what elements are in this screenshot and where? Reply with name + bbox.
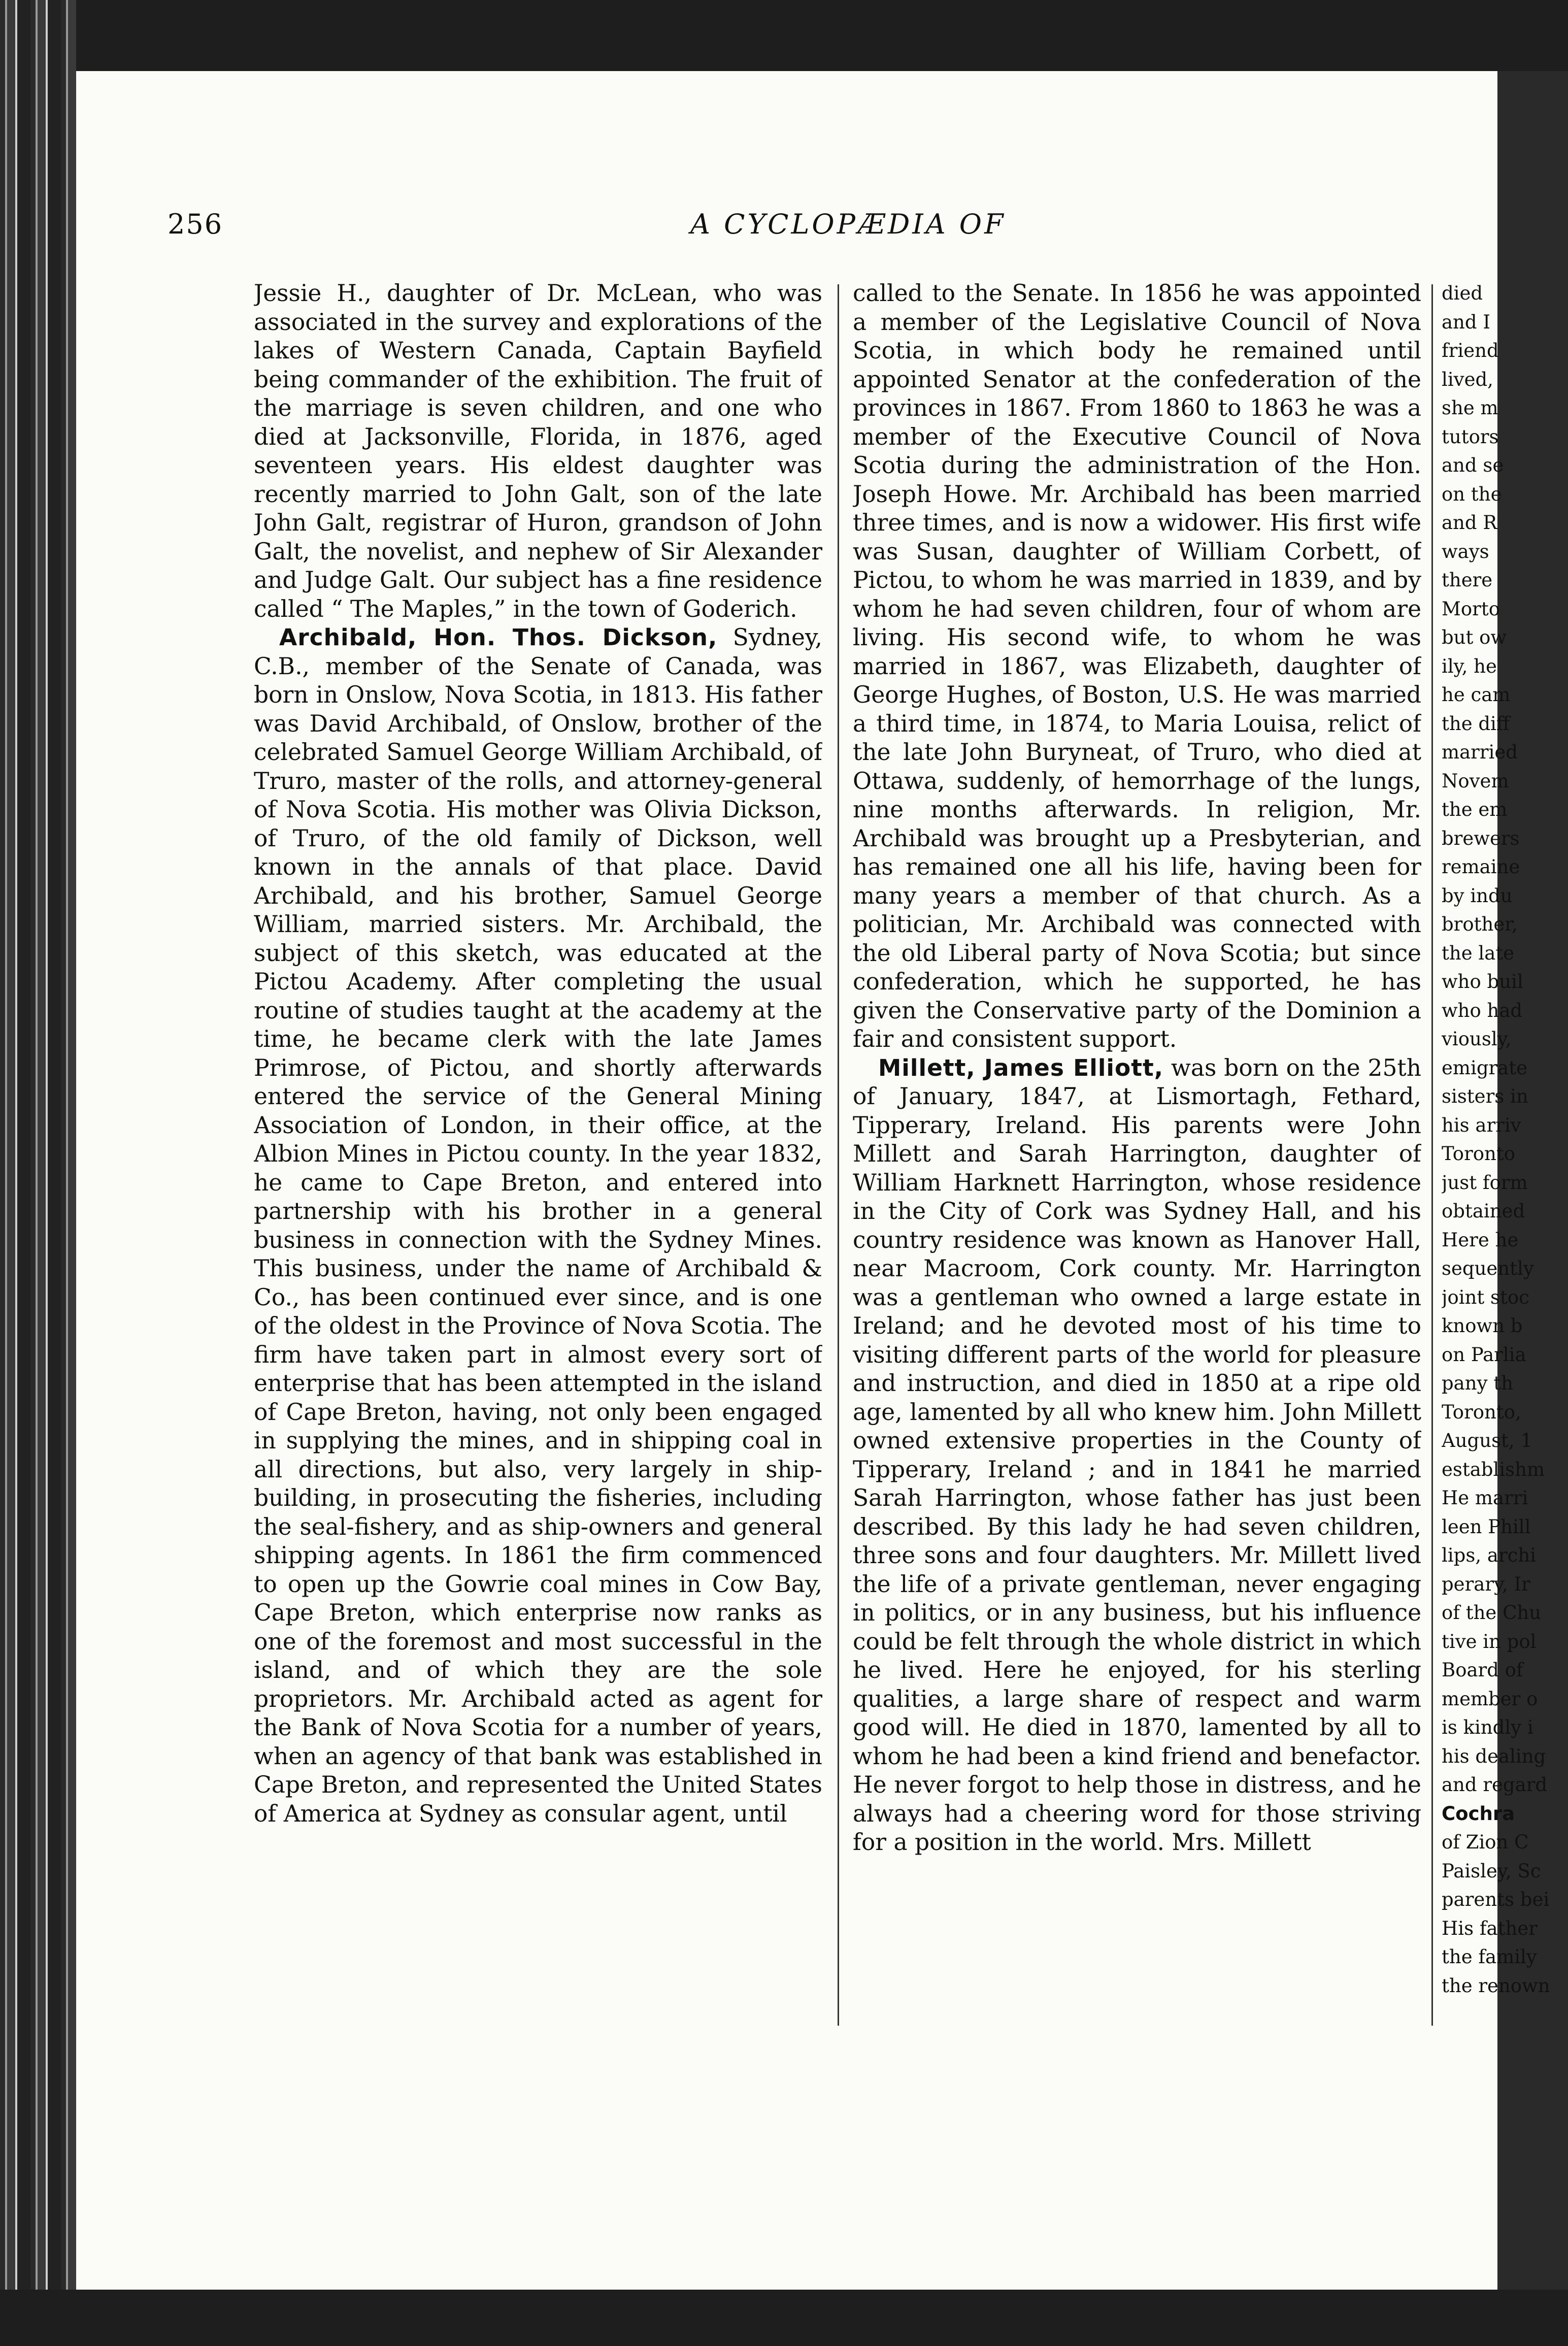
page-header (168, 208, 1030, 249)
fragment-line: the em (1442, 799, 1508, 820)
fragment-line: Cochra (1442, 1802, 1515, 1825)
fragment-line: obtained (1442, 1200, 1525, 1222)
fragment-line: who had (1442, 999, 1523, 1021)
fragment-line: died (1442, 282, 1483, 304)
fragment-line: he cam (1442, 684, 1511, 706)
fragment-column-rule (1431, 284, 1433, 2026)
scan-border-top (0, 0, 1568, 71)
entry-archibald (254, 623, 822, 1828)
fragment-line: of the Chu (1442, 1602, 1542, 1624)
fragment-line: Board of (1442, 1659, 1523, 1681)
fragment-line: of Zion C (1442, 1831, 1529, 1853)
fragment-line: joint stoc (1442, 1286, 1529, 1308)
fragment-line: Toronto, (1442, 1401, 1521, 1423)
fragment-line: pany th (1442, 1372, 1513, 1394)
fragment-line: Toronto (1442, 1143, 1516, 1165)
fragment-line: by indu (1442, 884, 1513, 907)
fragment-line: who buil (1442, 971, 1523, 993)
fragment-line: Paisley, Sc (1442, 1860, 1541, 1882)
fragment-line: Novem (1442, 770, 1509, 792)
fragment-line: and regard (1442, 1774, 1548, 1796)
fragment-line: married (1442, 741, 1518, 763)
right-column (853, 279, 1421, 2031)
fragment-line: Here he (1442, 1229, 1519, 1251)
fragment-line: and I (1442, 311, 1490, 333)
entry-millett (853, 1054, 1421, 1857)
fragment-line: the late (1442, 942, 1515, 964)
fragment-line: just form (1442, 1171, 1528, 1194)
fragment-line: His father (1442, 1917, 1538, 1939)
fragment-line: He marri (1442, 1487, 1528, 1509)
fragment-line: parents bei (1442, 1889, 1550, 1910)
fragment-line: member o (1442, 1688, 1538, 1710)
fragment-line: remaine (1442, 856, 1520, 878)
fragment-line: the diff (1442, 712, 1510, 735)
fragment-line: Morto (1442, 598, 1500, 620)
running-head: A CYCLOPÆDIA OF (690, 208, 1006, 240)
entry-text-archibald: Sydney, C.B., member of the Senate of Canada, was born in Onslow, Nova Scotia, in 1813. His father was David Archibald, of Onslow, brother of the celebrated Samuel George William Archibald, of Truro, master of the rolls, and attorney-general of Nova Scotia. His mother was Olivia Dickson, of Truro, of the old family of Dickson, well known in the annals of that place. David Archibald, and his brother, Samuel George William, married sisters. Mr. Archibald, the subject of this sketch, was educated at the Pictou Academy. After completing the usual routine of studies taught at the academy at the time, he became clerk with the late James Primrose, of Pictou, and shortly afterwards entered the service of the General Mining Association of London, in their office, at the Albion Mines in Pictou county. In the year 1832, he came to Cape Breton, and entered into partnership with his brother in a general business in connection with the Sydney Mines. This business, under the name of Archibald & Co., has been continued ever since, and is one of the oldest in the Province of Nova Scotia. The firm have taken part in almost every sort of enterprise that has been attempted in the island of Cape Breton, having, not only been engaged in supplying the mines, and in shipping coal in all directions, but also, very largely in ship-building, in prosecuting the fisheries, including the seal-fishery, and as ship-owners and general shipping agents. In 1861 the firm commenced to open up the Gowrie coal mines in Cow Bay, Cape Breton, which enterprise now ranks as one of the foremost and most successful in the island, and of which they are the sole proprietors. Mr. Archibald acted as agent for the Bank of Nova Scotia for a number of years, when an agency of that bank was established in Cape Breton, and represented the United States of America at Sydney as consular agent, until (254, 624, 822, 1827)
entry-text-millett: was born on the 25th of January, 1847, at Lismortagh, Fethard, Tipperary, Ireland. His parents were John Millett and Sarah Harrington, daughter of William Harknett Harrington, whose residence in the City of Cork was Sydney Hall, and his country residence was known as Hanover Hall, near Macroom, Cork county. Mr. Harrington was a gentleman who owned a large estate in Ireland; and he devoted most of his time to visiting different parts of the world for pleasure and instruction, and died in 1850 at a ripe old age, lamented by all who knew him. John Millett owned extensive properties in the County of Tipperary, Ireland ; and in 1841 he married Sarah Harrington, whose father has just been described. By this lady he had seven children, three sons and four daughters. Mr. Millett lived the life of a private gentleman, never engaging in politics, or in any business, but his influence could be felt through the whole district in which he lived. Here he enjoyed, for his sterling qualities, a large share of respect and warm good will. He died in 1870, lamented by all to whom he had been a kind friend and benefactor. He never forgot to help those in distress, and he always had a cheering word for those striving for a position in the world. Mrs. Millett (853, 1054, 1421, 1856)
fragment-line: but ow (1442, 626, 1507, 648)
fragment-line: his arriv (1442, 1114, 1521, 1136)
next-page-fragment (1442, 279, 1568, 2031)
fragment-line: the family (1442, 1946, 1537, 1968)
fragment-line: tive in pol (1442, 1630, 1537, 1653)
fragment-line: emigrate (1442, 1056, 1528, 1079)
fragment-line: perary, Ir (1442, 1573, 1530, 1595)
fragment-line: ily, he (1442, 655, 1497, 677)
left-column (254, 279, 822, 2031)
entry-name-millett: Millett, James Elliott, (878, 1054, 1164, 1081)
fragment-line: brewers (1442, 827, 1520, 849)
right-paragraph-1: called to the Senate. In 1856 he was appointed a member of the Legislative Council of Nova Scotia, in which body he remained until appointed Senator at the confederation of the provinces in 1867. From 1860 to 1863 he was a member of the Executive Council of Nova Scotia during the administration of the Hon. Joseph Howe. Mr. Archibald has been married three times, and is now a widower. His first wife was Susan, daughter of William Corbett, of Pictou, to whom he was married in 1839, and by whom he had seven children, four of whom are living. His second wife, to whom he was married in 1867, was Elizabeth, daughter of George Hughes, of Boston, U.S. He was married a third time, in 1874, to Maria Louisa, relict of the late John Buryneat, of Truro, who died at Ottawa, suddenly, of hemorrhage of the lungs, nine months afterwards. In religion, Mr. Archibald was brought up a Presbyterian, and has remained one all his life, having been for many years a member of that church. As a politician, Mr. Archibald was connected with the old Liberal party of Nova Scotia; but since confederation, which he supported, he has given the Conservative party of the Dominion a fair and consistent support. (853, 280, 1421, 1052)
fragment-line: ways (1442, 540, 1489, 563)
fragment-line: brother, (1442, 913, 1518, 935)
fragment-line: sisters in (1442, 1085, 1528, 1107)
fragment-line: tutors (1442, 425, 1499, 448)
entry-name-archibald: Archibald, Hon. Thos. Dickson, (279, 624, 718, 651)
fragment-line: sequently (1442, 1258, 1534, 1279)
fragment-line: and se (1442, 454, 1504, 476)
fragment-line: leen Phill (1442, 1515, 1531, 1538)
fragment-line: viously, (1442, 1028, 1512, 1050)
fragment-line: lived, (1442, 368, 1493, 390)
fragment-line: the renown (1442, 1974, 1550, 1997)
fragment-line: she m (1442, 397, 1498, 419)
column-rule (838, 284, 839, 2026)
page-number: 256 (168, 208, 223, 240)
scan-border-left (0, 0, 76, 2346)
fragment-line: lips, archi (1442, 1544, 1536, 1566)
fragment-line: and R (1442, 512, 1497, 534)
fragment-line: establishm (1442, 1458, 1545, 1480)
scan-border-bottom (0, 2290, 1568, 2346)
fragment-line: is kindly i (1442, 1716, 1533, 1738)
fragment-line: on Parlia (1442, 1343, 1526, 1366)
fragment-line: known b (1442, 1315, 1523, 1337)
fragment-line: August, 1 (1442, 1430, 1532, 1451)
fragment-line: on the (1442, 483, 1502, 505)
fragment-line: there (1442, 569, 1493, 591)
fragment-line: friend (1442, 340, 1499, 361)
fragment-line: his dealing (1442, 1745, 1546, 1767)
left-paragraph-1: Jessie H., daughter of Dr. McLean, who was associated in the survey and explorations of the lakes of Western Canada, Captain Bayfield being commander of the exhibition. The fruit of the marriage is seven children, and one who died at Jacksonville, Florida, in 1876, aged seventeen years. His eldest daughter was recently married to John Galt, son of the late John Galt, registrar of Huron, grandson of John Galt, the novelist, and nephew of Sir Alexander and Judge Galt. Our subject has a fine residence called “ The Maples,” in the town of Goderich. (254, 280, 822, 622)
